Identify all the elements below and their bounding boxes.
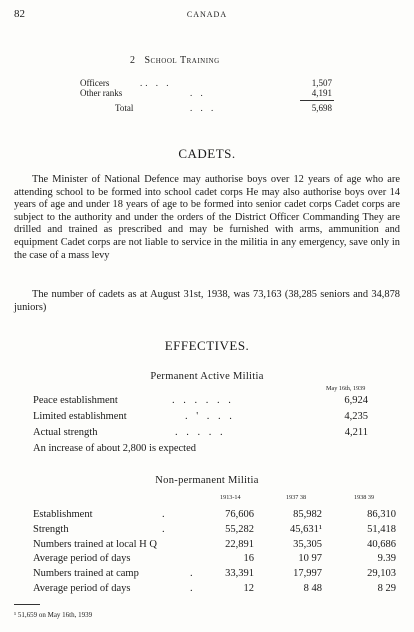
table-cell: 33,391 bbox=[225, 568, 254, 579]
total-value: 5,698 bbox=[311, 103, 332, 113]
leader-dots: . bbox=[162, 509, 168, 520]
column-header-1938-39: 1938 39 bbox=[354, 494, 375, 501]
column-header-1937-38: 1937 38 bbox=[286, 494, 307, 501]
increase-note: An increase of about 2,800 is expected bbox=[33, 443, 196, 454]
table-cell: 29,103 bbox=[367, 568, 396, 579]
table-row-label: Establishment bbox=[33, 509, 93, 520]
peace-establishment-label: Peace establishment bbox=[33, 395, 118, 406]
cadets-paragraph-1: The Minister of National Defence may authorise boys over 12 years of age who are attending school to be formed into school cadet corps He may also authorise boys over 14 years of age and under 18 years of age to be formed into senior cadet corps Cadet corps are subject to the authority and under the orders of the District Officer Commanding They are drilled and trained as prescribed and may be furnished with arms, ammunition and equipment Cadet corps are not liable to service in the militia in any emergency, save only in the case of a mass levy bbox=[14, 174, 400, 261]
officers-label: Officers bbox=[80, 78, 110, 88]
leader-dots: . ' . . . bbox=[185, 411, 235, 422]
running-title: CANADA bbox=[186, 10, 228, 19]
table-cell: 12 bbox=[243, 583, 254, 594]
table-row-label: Average period of days bbox=[33, 583, 131, 594]
table-cell: 8 29 bbox=[377, 583, 396, 594]
permanent-militia-title: Permanent Active Militia bbox=[150, 371, 264, 382]
table-cell: 17,997 bbox=[293, 568, 322, 579]
actual-strength-value: 4,211 bbox=[344, 427, 368, 438]
table-row-label: Average period of days bbox=[33, 553, 131, 564]
table-cell: 76,606 bbox=[225, 509, 254, 520]
section-title: School Training bbox=[144, 55, 220, 66]
section-number: 2 bbox=[130, 55, 136, 66]
table-cell: 22,891 bbox=[225, 539, 254, 550]
leader-dots: . . . bbox=[190, 103, 217, 113]
leader-dots: . bbox=[162, 524, 168, 535]
table-row-label: Numbers trained at camp bbox=[33, 568, 139, 579]
officers-value: 1,507 bbox=[311, 78, 332, 88]
table-cell: 45,631¹ bbox=[289, 524, 322, 535]
other-ranks-value: 4,191 bbox=[311, 88, 332, 98]
table-cell: 55,282 bbox=[225, 524, 254, 535]
table-cell: 40,686 bbox=[367, 539, 396, 550]
leader-dots: . bbox=[190, 568, 196, 579]
cadets-paragraph-2: The number of cadets as at August 31st, 1938, was 73,163 (38,285 seniors and 34,878 juniors) bbox=[14, 289, 400, 313]
table-row-label: Strength bbox=[33, 524, 69, 535]
table-cell: 9.39 bbox=[377, 553, 396, 564]
limited-establishment-value: 4,235 bbox=[344, 411, 368, 422]
leader-dots: . . . . . . bbox=[172, 395, 234, 406]
actual-strength-label: Actual strength bbox=[33, 427, 98, 438]
non-permanent-militia-title: Non-permanent Militia bbox=[155, 475, 259, 486]
total-label: Total bbox=[115, 103, 134, 113]
effectives-heading: EFFECTIVES. bbox=[164, 338, 250, 353]
leader-dots: .. . . bbox=[140, 78, 172, 88]
table-cell: 8 48 bbox=[303, 583, 322, 594]
limited-establishment-label: Limited establishment bbox=[33, 411, 127, 422]
leader-dots: . . bbox=[190, 88, 206, 98]
table-cell: 51,418 bbox=[367, 524, 396, 535]
peace-establishment-value: 6,924 bbox=[344, 395, 368, 406]
cadets-heading: CADETS. bbox=[178, 146, 236, 161]
school-training-title-row bbox=[130, 55, 220, 66]
table-cell: 85,982 bbox=[293, 509, 322, 520]
sum-rule bbox=[300, 100, 334, 101]
table-cell: 10 97 bbox=[298, 553, 322, 564]
other-ranks-label: Other ranks bbox=[80, 88, 123, 98]
table-cell: 86,310 bbox=[367, 509, 396, 520]
footnote-rule bbox=[14, 604, 40, 605]
page-number: 82 bbox=[14, 8, 25, 20]
permanent-column-header: May 16th, 1939 bbox=[326, 385, 366, 392]
table-cell: 16 bbox=[243, 553, 254, 564]
leader-dots: . . . . . bbox=[175, 427, 226, 438]
table-cell: 35,305 bbox=[293, 539, 322, 550]
leader-dots: . bbox=[190, 583, 196, 594]
table-row-label: Numbers trained at local H Q bbox=[33, 539, 157, 550]
footnote: ¹ 51,659 on May 16th, 1939 bbox=[14, 611, 93, 619]
column-header-1913-14: 1913-14 bbox=[220, 494, 241, 501]
